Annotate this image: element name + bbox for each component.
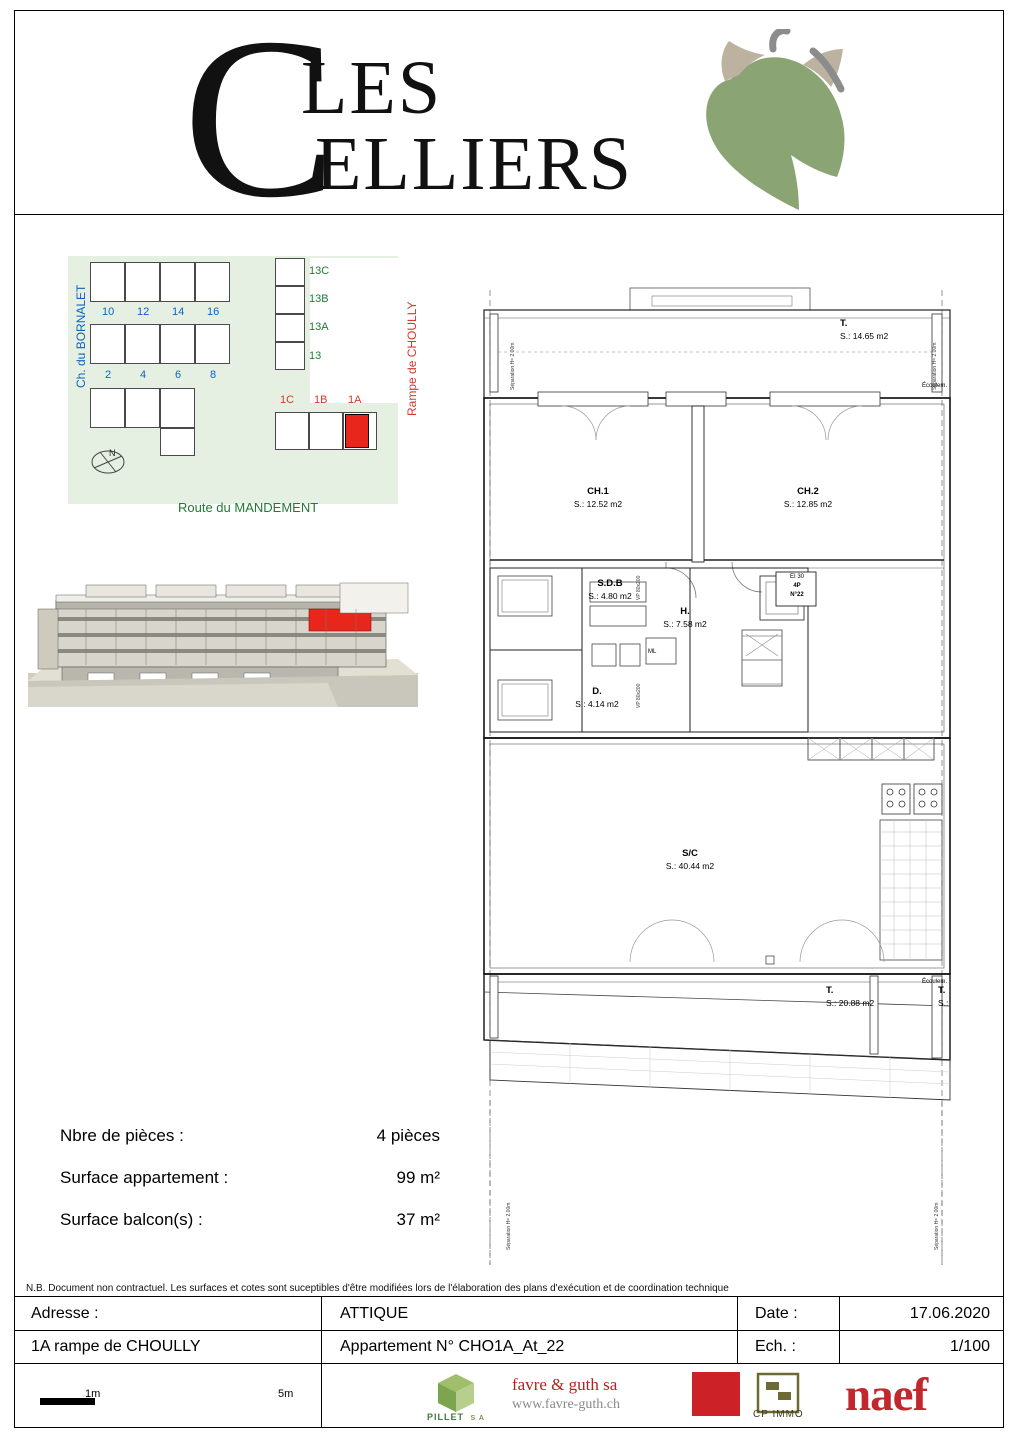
site-number: 12 <box>137 306 150 318</box>
site-number: 10 <box>102 306 115 318</box>
site-number: 8 <box>210 369 217 381</box>
site-block <box>275 258 305 286</box>
cp-immo-logo-text: CP IMMO <box>753 1409 804 1420</box>
summary-row-balcony <box>60 1202 480 1244</box>
address-label: Adresse : <box>31 1305 99 1322</box>
site-block <box>160 324 195 364</box>
site-block <box>125 388 160 428</box>
grape-leaf-icon <box>695 29 875 214</box>
apartment-label: Appartement N° CHO1A_At_22 <box>340 1338 565 1355</box>
summary-value: 4 pièces <box>376 1126 440 1145</box>
apartment-floor-plan <box>470 240 990 1280</box>
site-column-label: 13C <box>309 265 330 277</box>
site-number: 16 <box>207 306 220 318</box>
title-block-divider <box>15 1363 1003 1364</box>
address-value: 1A rampe de CHOULLY <box>31 1338 201 1355</box>
highlighted-unit-marker <box>345 414 369 448</box>
room-label-ch2: CH.2 S.: 12.85 m2 <box>783 486 833 509</box>
summary-value: 99 m² <box>396 1168 440 1187</box>
disclaimer-text: N.B. Document non contractuel. Les surfaces et cotes sont suceptibles d'être modifiées lors de l'élaboration des plans d'exécution et de coordination technique <box>26 1283 729 1294</box>
site-block <box>125 262 160 302</box>
balcony-note: Séparation H= 2.00m <box>934 1202 940 1250</box>
terrace-label-small: T. S.: <box>938 985 949 1008</box>
date-label: Date : <box>755 1305 798 1322</box>
title-block-divider <box>321 1297 322 1363</box>
site-number: 2 <box>105 369 112 381</box>
scale-bar-label-1m: 1m <box>85 1388 101 1400</box>
title-block-divider <box>321 1363 322 1428</box>
building-elevation-image <box>28 555 418 707</box>
summary-label: Surface appartement : <box>60 1168 229 1187</box>
scale-value: 1/100 <box>949 1338 990 1355</box>
site-number: 14 <box>172 306 185 318</box>
balcony-note: Séparation H= 2.00m <box>932 342 938 390</box>
street-label-choully: Rampe de CHOULLY <box>405 301 419 416</box>
compass-icon <box>86 438 130 482</box>
level-label: ATTIQUE <box>340 1305 409 1322</box>
site-block-1b <box>309 412 343 450</box>
terrace-label-bottom: T. S.: 20.88 m2 <box>826 985 875 1008</box>
naef-logo-text: naef <box>845 1369 928 1421</box>
summary-value: 37 m² <box>396 1210 440 1229</box>
room-label-douche: D. S.: 4.14 m2 <box>575 686 619 709</box>
balcony-note: Séparation H= 2.00m <box>510 342 516 390</box>
title-block-divider <box>15 1330 1003 1331</box>
entry-label-1b: 1B <box>314 394 328 406</box>
entry-label-1a: 1A <box>348 394 362 406</box>
title-block-divider <box>839 1297 840 1363</box>
pillet-logo-text: PILLET S A <box>427 1412 485 1422</box>
site-block <box>275 342 305 370</box>
drain-label: Écoulem. <box>922 979 948 985</box>
site-block <box>195 262 230 302</box>
svg-text:N: N <box>109 448 116 458</box>
site-block <box>160 428 195 456</box>
apartment-summary <box>60 1118 480 1244</box>
room-label-sejour: S/C S.: 40.44 m2 <box>665 848 715 871</box>
site-block <box>160 388 195 428</box>
room-label-hall: H. S.: 7.58 m2 <box>663 606 707 629</box>
favre-guth-url: www.favre-guth.ch <box>512 1397 620 1412</box>
scale-bar <box>40 1388 300 1418</box>
drain-label: Écoulem. <box>922 383 948 389</box>
site-block <box>275 286 305 314</box>
window-note: VP 80x200 <box>636 683 642 708</box>
site-column-label: 13A <box>309 321 329 333</box>
site-block-1c <box>275 412 309 450</box>
site-number: 4 <box>140 369 147 381</box>
entry-label-1c: 1C <box>280 394 295 406</box>
appliance-label-ml: ML <box>648 649 657 655</box>
favre-guth-logo-text: favre & guth sa <box>512 1375 618 1394</box>
site-block <box>90 324 125 364</box>
summary-label: Nbre de pièces : <box>60 1126 184 1145</box>
terrace-label-top: T. S.: 14.65 m2 <box>840 318 889 341</box>
brand-line2: ELLIERS <box>315 122 633 206</box>
site-block <box>195 324 230 364</box>
site-block <box>160 262 195 302</box>
window-note: VP 80x200 <box>636 575 642 600</box>
site-number: 6 <box>175 369 182 381</box>
room-label-ch1: CH.1 S.: 12.52 m2 <box>573 486 623 509</box>
balcony-note: Séparation H= 2.00m <box>506 1202 512 1250</box>
site-block <box>90 262 125 302</box>
brand-header <box>15 11 1003 215</box>
site-column-label: 13 <box>309 350 322 362</box>
brand-line1: LES <box>301 46 443 130</box>
title-block-divider <box>737 1297 738 1363</box>
street-label-mandement: Route du MANDEMENT <box>178 500 319 515</box>
door-tag: EI 30 4P N°22 <box>789 574 804 598</box>
scale-bar-label-5m: 5m <box>278 1388 294 1400</box>
site-column-label: 13B <box>309 293 329 305</box>
summary-label: Surface balcon(s) : <box>60 1210 203 1229</box>
summary-row-area <box>60 1160 480 1202</box>
scale-label: Ech. : <box>755 1338 796 1355</box>
date-value: 17.06.2020 <box>909 1305 990 1322</box>
summary-row-rooms <box>60 1118 480 1160</box>
site-block <box>275 314 305 342</box>
street-label-bornalet: Ch. du BORNALET <box>74 284 88 388</box>
site-block <box>90 388 125 428</box>
room-label-sdb: S.D.B S.: 4.80 m2 <box>588 578 632 601</box>
site-block <box>125 324 160 364</box>
